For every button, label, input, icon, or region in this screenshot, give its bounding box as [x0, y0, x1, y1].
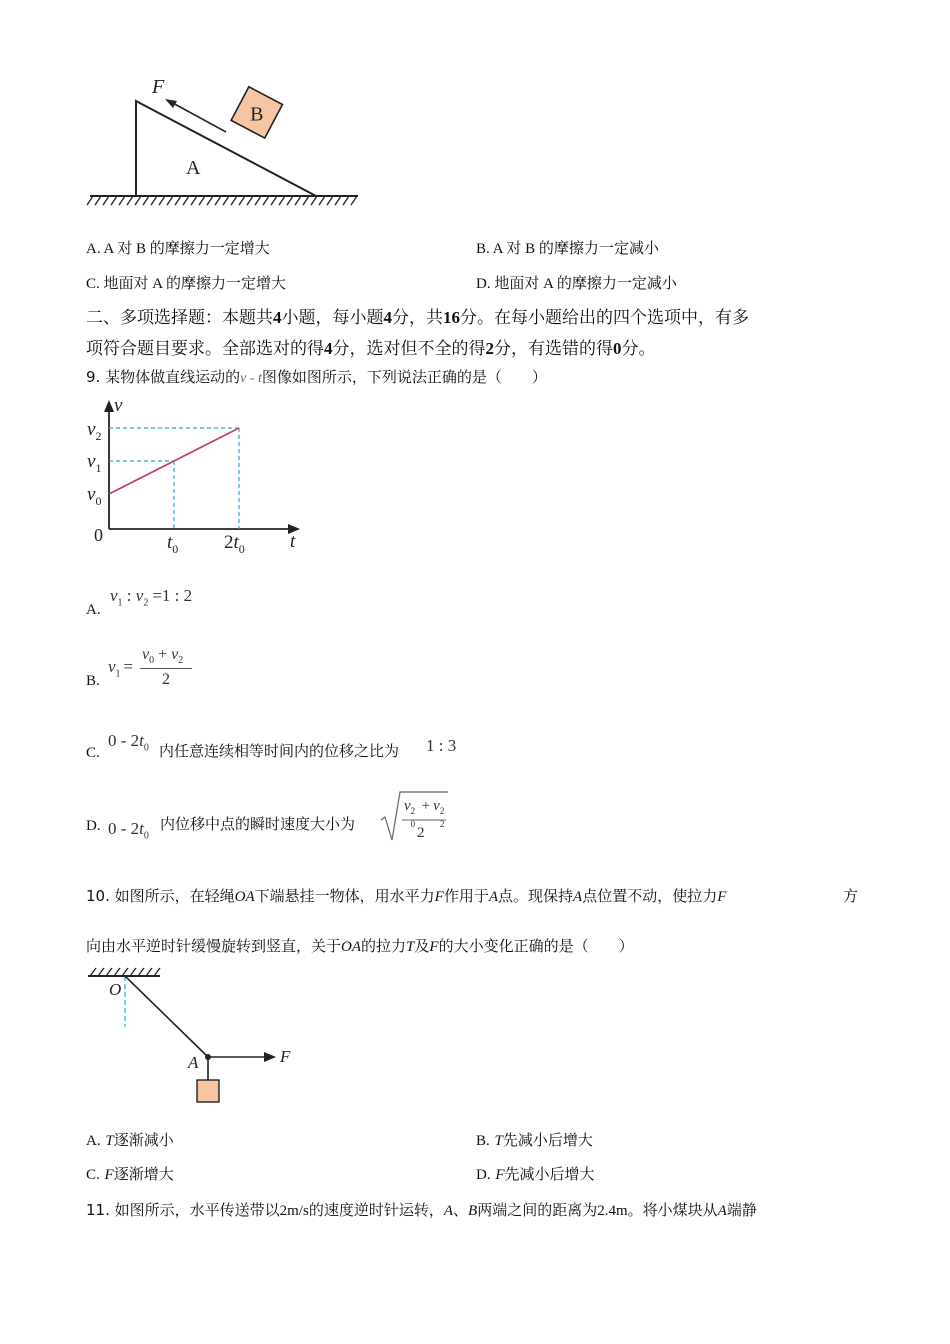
- section2-text: 二、多项选择题：本题共: [86, 308, 273, 328]
- q10-var-F: F: [717, 889, 727, 905]
- q11-stem: [86, 1200, 757, 1221]
- q10-text: 作用于: [443, 887, 489, 905]
- q9-stem-text: 图像如图所示，下列说法正确的是（ ）: [261, 368, 547, 386]
- section2-text: 项符合题目要求。全部选对的得: [86, 339, 324, 359]
- q10-stem-line2: [86, 936, 634, 957]
- q9-option-b-numerator: $v_0 + v_2$: [142, 646, 184, 667]
- q9-option-b-denominator: 2: [162, 671, 170, 688]
- incline-figure: [85, 72, 365, 212]
- q9-option-b[interactable]: [86, 644, 306, 692]
- q11-text: 。将小煤块从: [627, 1201, 718, 1219]
- q9-vt-graph: [84, 395, 314, 560]
- q10-text: 点位置不动，使拉力: [582, 887, 718, 905]
- q8-option-c[interactable]: C. 地面对 A 的摩擦力一定增大: [86, 276, 287, 292]
- force-F-arrowhead: [264, 1052, 276, 1062]
- q11-text: 两端之间的距离为: [477, 1201, 598, 1219]
- q9-option-c-ratio: 1 : 3: [426, 736, 457, 755]
- wedge-A: [136, 101, 316, 196]
- section2-text: 分。: [621, 339, 656, 359]
- q10-var-F: F: [429, 939, 439, 955]
- force-F-arrowhead: [165, 99, 177, 108]
- q10-var-T: T: [406, 939, 415, 955]
- q9-option-c-label: C.: [86, 745, 100, 761]
- q10-var-A: A: [488, 889, 498, 905]
- q10-var-A: A: [573, 889, 583, 905]
- hanging-block: [197, 1080, 219, 1102]
- q10-option-d[interactable]: D. F先减小后增大: [476, 1165, 595, 1183]
- graph-y-label: v: [114, 395, 123, 416]
- q8-option-b[interactable]: B. A 对 B 的摩擦力一定减小: [476, 241, 659, 257]
- section2-text: 分。在每小题给出的四个选项中，有多: [460, 308, 749, 328]
- q9-option-c[interactable]: [86, 730, 506, 764]
- q9-option-d[interactable]: [86, 790, 506, 844]
- ceiling-hatching: [90, 968, 160, 976]
- rope-OA: [125, 976, 208, 1057]
- section2-wrong: 0: [613, 339, 622, 358]
- graph-v1-label: $v_1$: [87, 451, 102, 475]
- section2-count: 4: [273, 308, 282, 327]
- q10-stem-line1: [86, 886, 858, 907]
- q10-var-OA: OA: [341, 939, 362, 955]
- graph-v2-label: $v_2$: [87, 419, 102, 443]
- q9-option-b-lhs: $v_1$ =: [108, 657, 134, 680]
- q9-option-d-range: $0 - 2t_0$: [108, 819, 149, 842]
- graph-x-label: t: [290, 531, 296, 552]
- q10-option-a[interactable]: A. T逐渐减小: [86, 1131, 174, 1149]
- q8-option-a[interactable]: A. A 对 B 的摩擦力一定增大: [86, 241, 270, 257]
- graph-2t0-label: $2t_0$: [224, 532, 245, 556]
- q10-option-c[interactable]: C. F逐渐增大: [86, 1165, 174, 1183]
- section2-partial: 2: [485, 339, 494, 358]
- q9-option-d-text: 内位移中点的瞬时速度大小为: [160, 815, 356, 833]
- block-B-label: B: [250, 103, 264, 126]
- section2-text: 分，有选错的得: [494, 339, 613, 359]
- q8-option-d[interactable]: D. 地面对 A 的摩擦力一定减小: [476, 276, 677, 292]
- q11-var-A: A: [717, 1203, 727, 1219]
- q9-option-b-fraction-bar: [140, 668, 192, 669]
- q9-option-d-numerator: v 2 0 + v 2 2: [404, 798, 445, 829]
- section2-full: 4: [324, 339, 333, 358]
- q10-text: 下端悬挂一物体，用水平力: [254, 887, 435, 905]
- label-O: O: [109, 980, 122, 999]
- section2-line1: [86, 303, 866, 333]
- graph-t0-label: $t_0$: [167, 532, 179, 556]
- q10-text: 及: [414, 937, 430, 955]
- q10-text: 方: [842, 887, 858, 905]
- q10-text: 向由水平逆时针缓慢旋转到竖直，关于: [86, 937, 342, 955]
- q9-option-a-formula: $v_1$ : $v_2 =1$ : 2: [110, 586, 193, 609]
- q9-stem-math: v - t: [240, 371, 262, 386]
- graph-y-arrowhead: [104, 400, 114, 412]
- force-F-label: F: [152, 76, 165, 98]
- q9-option-a-label: A.: [86, 602, 101, 618]
- q11-text: 的速度逆时针运转，: [308, 1201, 444, 1219]
- q11-var-B: B: [468, 1203, 478, 1219]
- q10-var-F: F: [434, 889, 444, 905]
- q10-option-b[interactable]: B. T先减小后增大: [476, 1131, 593, 1149]
- q11-text: 端静: [726, 1201, 757, 1219]
- wedge-A-label: A: [186, 157, 201, 179]
- label-F: F: [280, 1047, 291, 1066]
- ground-hatching: [87, 196, 357, 205]
- section2-text: 小题，每小题: [281, 308, 384, 328]
- q11-text: 、: [453, 1201, 469, 1219]
- q9-option-b-label: B.: [86, 673, 100, 689]
- q10-text: 点。现保持: [498, 887, 574, 905]
- q10-text: 的大小变化正确的是（ ）: [438, 937, 634, 955]
- q9-option-d-denominator: 2: [417, 825, 425, 841]
- q11-distance: 2.4m: [597, 1203, 628, 1219]
- section2-line2: [86, 334, 866, 364]
- q9-stem: [86, 367, 547, 389]
- q11-text: 11. 如图所示，水平传送带以: [86, 1201, 280, 1219]
- section2-score: 4: [383, 308, 392, 327]
- q10-text: 10. 如图所示，在轻绳: [86, 887, 235, 905]
- q9-option-c-text: 内任意连续相等时间内的位移之比为: [159, 742, 400, 760]
- q9-option-d-label: D.: [86, 818, 101, 834]
- q10-var-OA: OA: [234, 889, 255, 905]
- graph-origin-label: 0: [94, 525, 103, 545]
- q11-speed: 2m/s: [279, 1203, 309, 1219]
- q9-option-a[interactable]: [86, 585, 286, 621]
- section2-total: 16: [443, 308, 460, 327]
- section2-text: 分，选对但不全的得: [332, 339, 486, 359]
- q11-var-A: A: [443, 1203, 453, 1219]
- q10-text: 的拉力: [361, 937, 407, 955]
- q9-stem-text: 9. 某物体做直线运动的: [86, 368, 241, 386]
- q9-option-c-range: $0 - 2t_0$: [108, 731, 149, 754]
- section2-text: 分，共: [392, 308, 443, 328]
- label-A: A: [188, 1053, 199, 1072]
- q10-rope-figure: [84, 962, 314, 1112]
- graph-v0-label: $v_0$: [87, 484, 102, 508]
